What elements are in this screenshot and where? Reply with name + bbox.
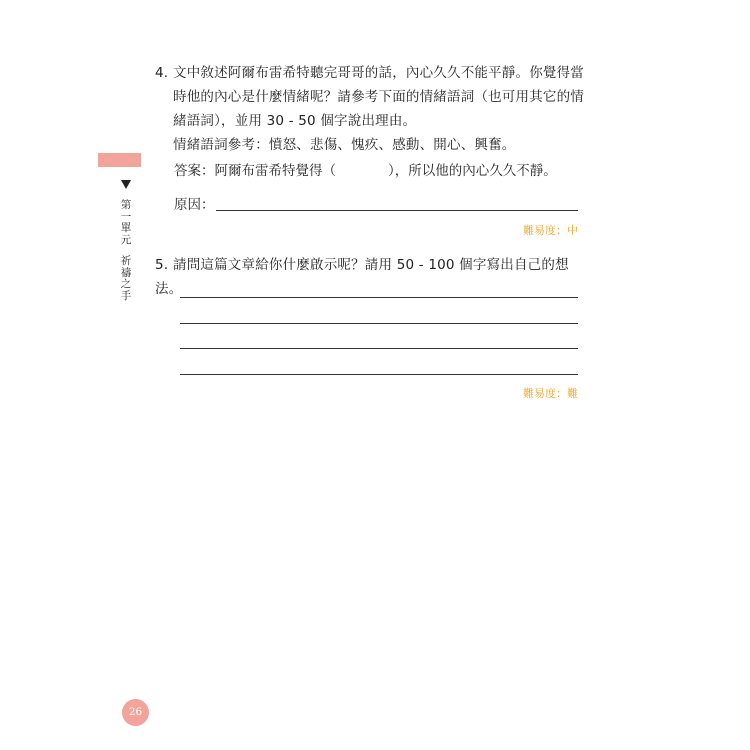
unit-char: 單	[120, 222, 132, 234]
answer-suffix: ），所以他的內心久久不靜。	[388, 163, 557, 179]
question-5-text: 請問這篇文章給你什麼啟示呢？請用 50 - 100 個字寫出自己的想法。	[155, 257, 569, 297]
reason-write-line[interactable]	[216, 210, 578, 211]
writing-line[interactable]	[180, 297, 578, 298]
reason-label: 原因：	[174, 197, 215, 213]
unit-sidebar-label	[119, 200, 133, 302]
question-4-line: 時他的內心是什麼情緒呢？請參考下面的情緒語詞（也可用其它的情	[173, 89, 584, 105]
question-4-number: 4.	[155, 65, 169, 81]
question-4	[155, 61, 585, 157]
unit-char: 一	[120, 210, 132, 223]
title-char: 祈	[120, 255, 132, 267]
question-4-line: 緒語詞），並用 30 - 50 個字說出理由。	[173, 113, 417, 129]
title-char: 禱	[120, 266, 132, 279]
question-4-line: 4. 文中敘述阿爾布雷希特聽完哥哥的話，內心久久不能平靜。你覺得當	[155, 61, 585, 85]
triangle-down-icon	[121, 180, 131, 189]
writing-line[interactable]	[180, 348, 578, 349]
title-char: 手	[120, 289, 132, 302]
answer-prefix: 答案：阿爾布雷希特覺得（	[174, 163, 336, 179]
difficulty-label-q5: 難易度：難	[523, 387, 578, 400]
writing-line[interactable]	[180, 374, 578, 375]
page-number: 26	[122, 699, 149, 726]
unit-char: 元	[120, 233, 132, 246]
question-5	[155, 253, 585, 301]
unit-char: 第	[120, 199, 132, 211]
question-4-line: 情緒語詞參考：憤怒、悲傷、愧疚、感動、開心、興奮。	[173, 137, 516, 153]
title-char: 之	[120, 278, 132, 290]
section-tab-marker	[98, 153, 141, 167]
difficulty-label-q4: 難易度：中	[523, 224, 578, 237]
answer-line	[174, 159, 557, 183]
question-5-number: 5.	[155, 257, 169, 273]
writing-line[interactable]	[180, 323, 578, 324]
